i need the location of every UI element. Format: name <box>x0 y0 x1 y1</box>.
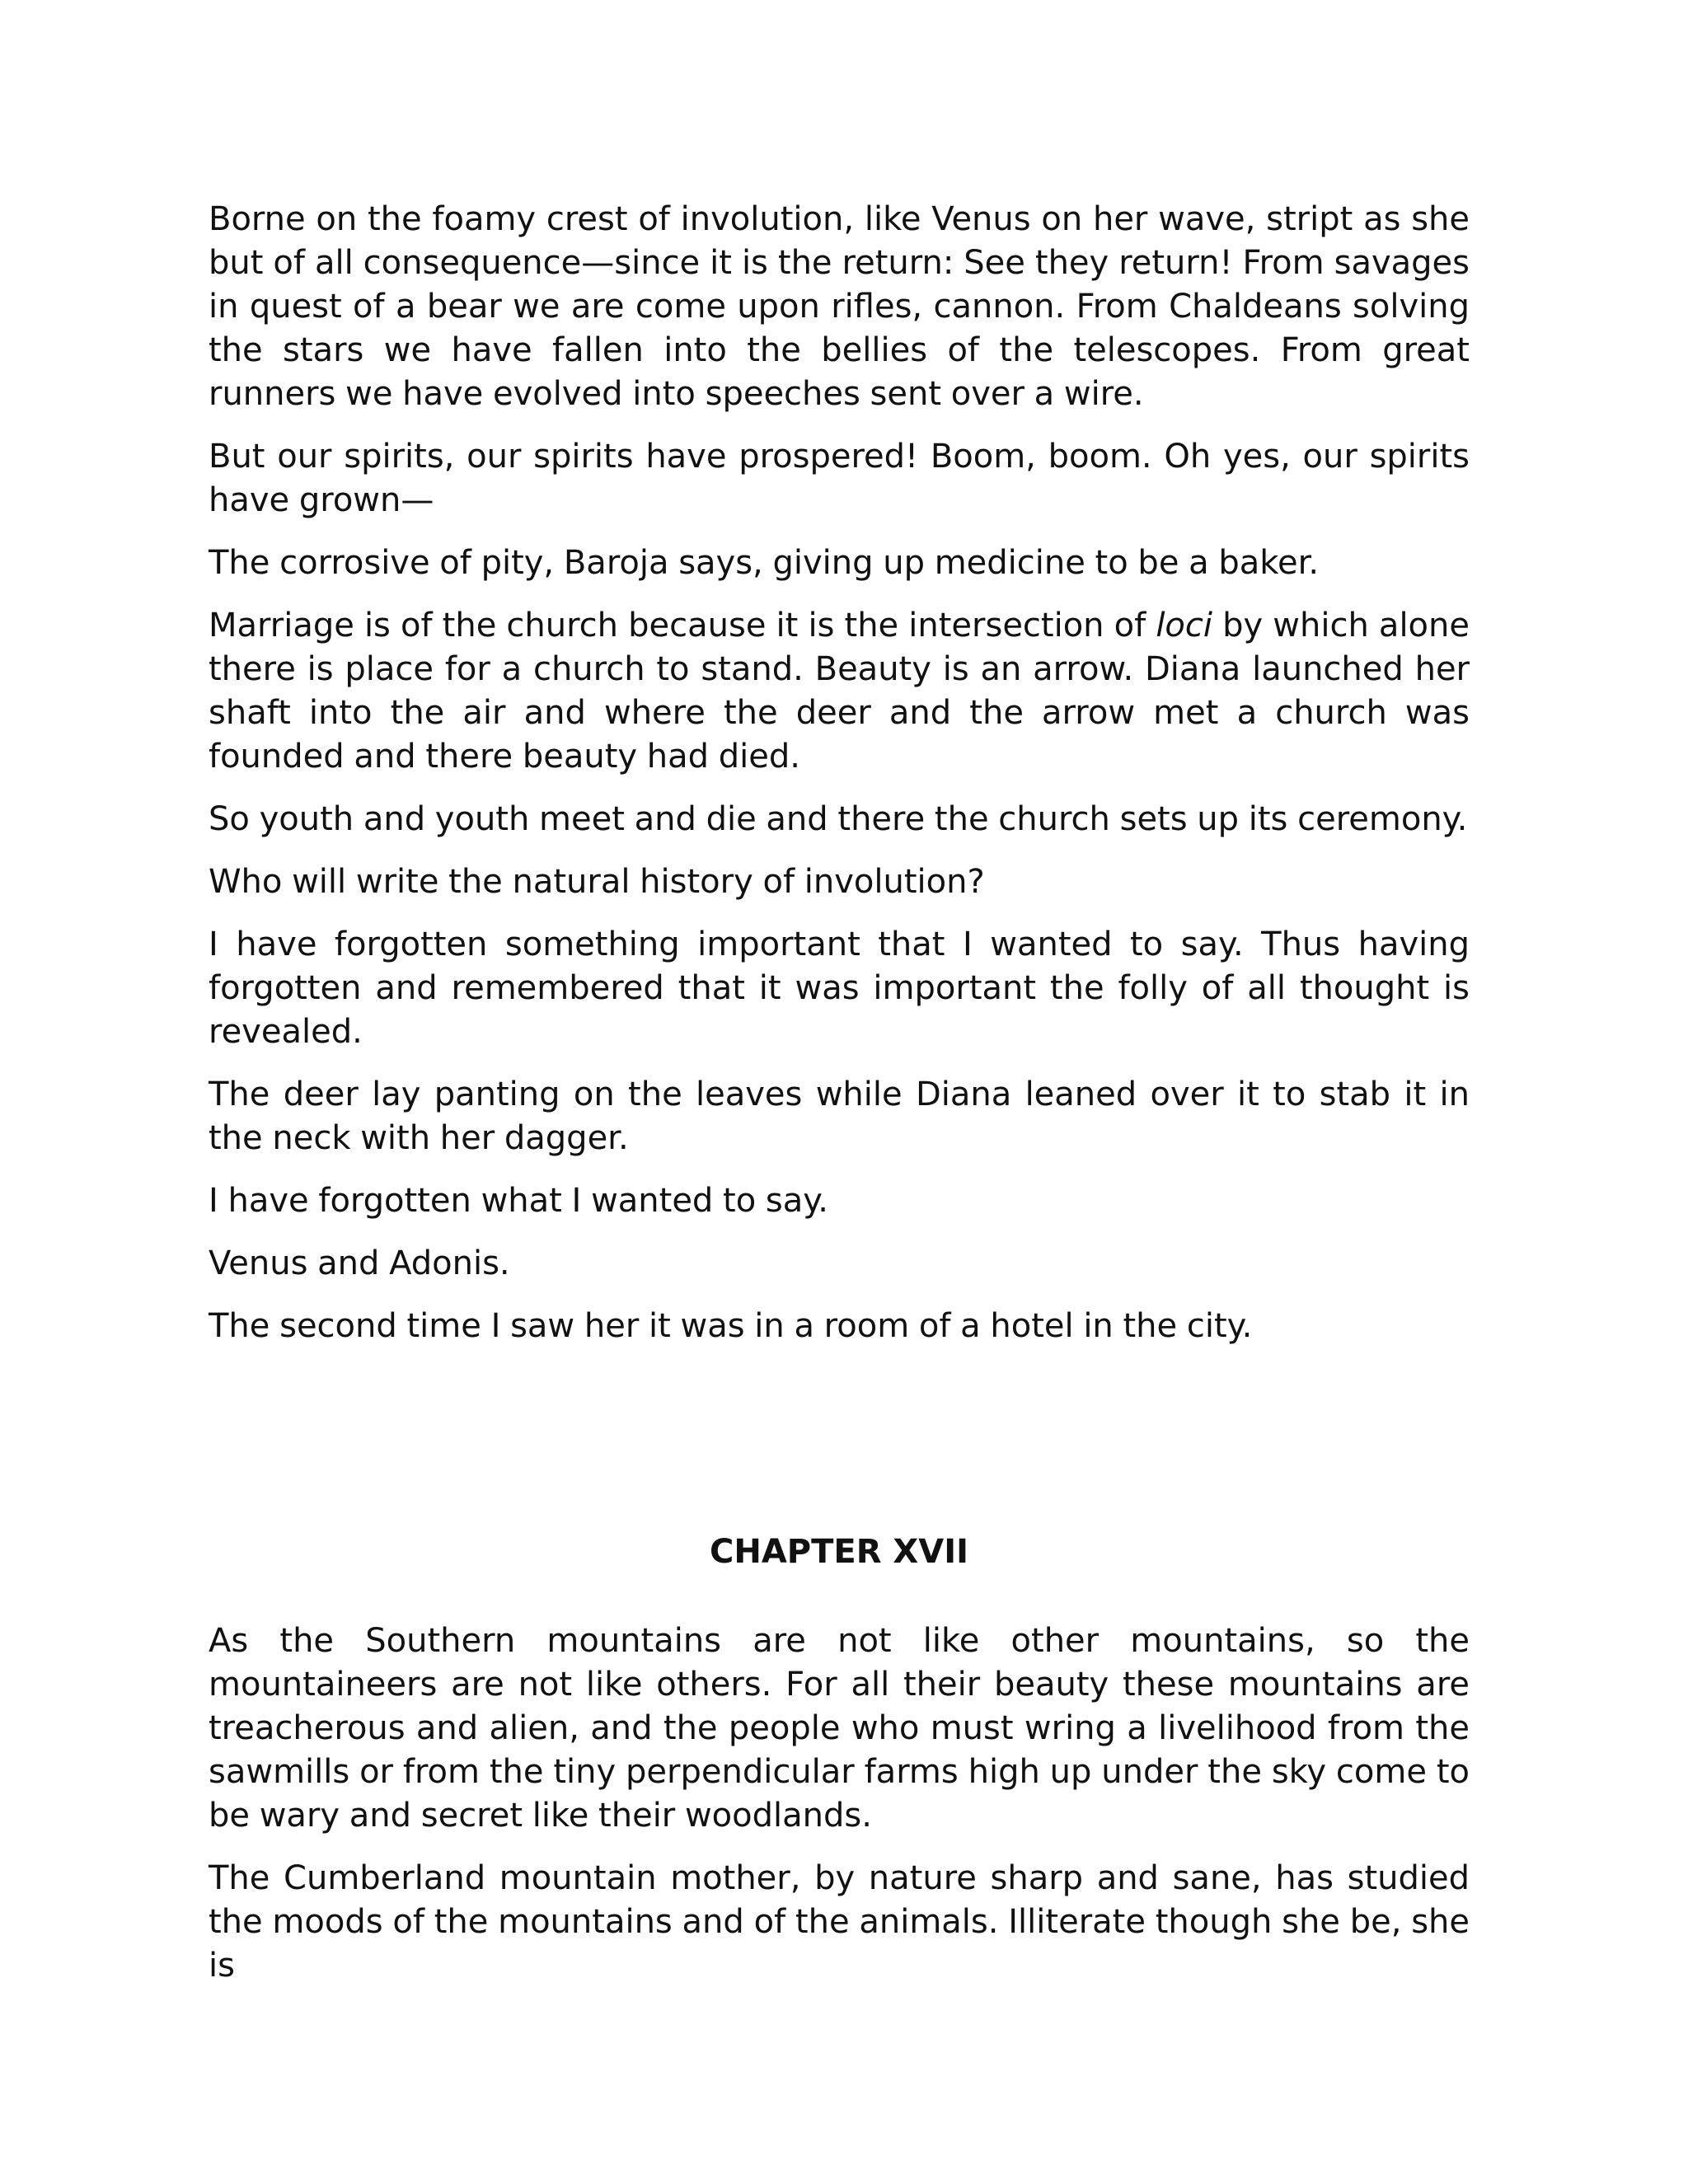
italic-loci: loci <box>1156 607 1213 644</box>
paragraph-marriage <box>209 604 1470 779</box>
paragraph-natural-history: Who will write the natural history of involution? <box>209 863 985 901</box>
paragraph-second-time: The second time I saw her it was in a room of a hotel in the city. <box>209 1307 1253 1345</box>
paragraph-forgotten: I have forgotten what I wanted to say. <box>209 1182 828 1220</box>
paragraph-southern-mountains: As the Southern mountains are not like other mountains, so the mountaineers are not like others. For all their beauty these mountains are treacherous and alien, and the people who must wring a livelihood from the sawmills or from the tiny perpendicular farms high up under the sky come to be wary and secret like their woodlands. <box>209 1622 1470 1835</box>
document-page <box>209 198 1470 2007</box>
paragraph-cumberland-mother: The Cumberland mountain mother, by nature sharp and sane, has studied the moods of the mountains and of the animals. Illiterate though she be, she is <box>209 1859 1470 1985</box>
section-gap <box>209 1367 1470 1530</box>
chapter-heading: CHAPTER XVII <box>709 1533 968 1571</box>
paragraph-deer: The deer lay panting on the leaves while Diana leaned over it to stab it in the neck with her dagger. <box>209 1076 1470 1157</box>
paragraph-youth: So youth and youth meet and die and there the church sets up its ceremony. <box>209 800 1468 838</box>
paragraph-spirits: But our spirits, our spirits have prospered! Boom, boom. Oh yes, our spirits have grown— <box>209 438 1470 519</box>
paragraph-forgotten-important: I have forgotten something important that I wanted to say. Thus having forgotten and remembered that it was important the folly of all thought is revealed. <box>209 926 1470 1051</box>
paragraph-involution: Borne on the foamy crest of involution, like Venus on her wave, stript as she but of all consequence—since it is the return: See they return! From savages in quest of a bear we are come upon rifles, cannon. From Chaldeans solving the stars we have fallen into the bellies of the telescopes. From great runners we have evolved into speeches sent over a wire. <box>209 200 1470 413</box>
paragraph-marriage-text-a: Marriage is of the church because it is the intersection of <box>209 607 1156 644</box>
paragraph-marriage-text-b: by which alone there is place for a church to stand. Beauty is an arrow. Diana launched her shaft into the air and where the deer and the arrow met a church was founded and there beauty had died. <box>209 607 1470 776</box>
paragraph-venus-adonis: Venus and Adonis. <box>209 1244 510 1282</box>
paragraph-pity: The corrosive of pity, Baroja says, giving up medicine to be a baker. <box>209 544 1320 582</box>
